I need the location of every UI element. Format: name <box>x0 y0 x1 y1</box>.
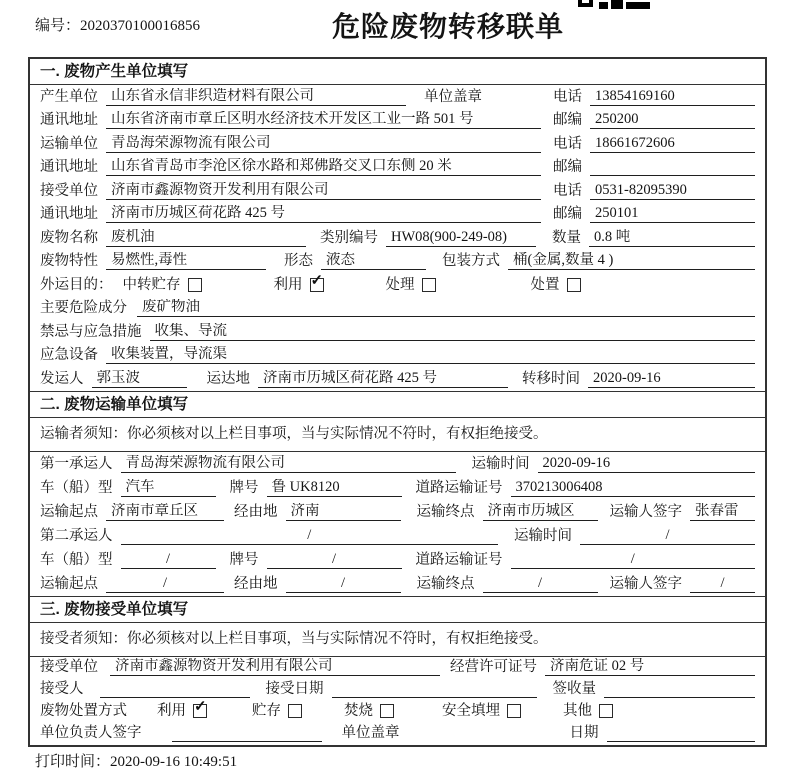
end2-label: 运输终点 <box>416 575 475 592</box>
permit-label: 经营许可证号 <box>450 658 537 675</box>
end2-field: / <box>483 575 598 593</box>
row-taboo-measures <box>30 320 765 344</box>
row-transporter-address <box>30 156 765 180</box>
purpose-option-label: 处理 <box>385 276 415 293</box>
seal-date-field <box>607 741 756 742</box>
producer-zip-label: 邮编 <box>553 112 582 128</box>
form-field: 液态 <box>321 252 426 270</box>
via1-label: 经由地 <box>234 503 278 520</box>
end1-label: 运输终点 <box>416 503 475 520</box>
disposal-option-store <box>252 703 302 720</box>
row-head-signature <box>30 723 765 745</box>
purpose-option-label: 中转贮存 <box>122 276 181 293</box>
checkbox-disposal-landfill <box>507 704 521 718</box>
carrier2-field: / <box>121 527 499 545</box>
category-field: HW08(900-249-08) <box>386 229 536 247</box>
purpose-option-label: 利用 <box>273 276 303 293</box>
sign2-field: / <box>690 575 755 593</box>
row-vehicle2 <box>30 548 765 572</box>
recipient-field <box>100 697 250 698</box>
transport-time1-field: 2020-09-16 <box>538 455 756 473</box>
quantity-field: 0.8 吨 <box>589 229 755 247</box>
row-recipient <box>30 679 765 701</box>
row-receiver-address <box>30 203 765 227</box>
permit-field: 济南危证 02 号 <box>545 658 755 676</box>
carrier1-label: 第一承运人 <box>40 455 113 472</box>
receiver-field: 济南市鑫源物资开发利用有限公司 <box>106 182 541 200</box>
receiver-seal-label: 单位盖章 <box>341 724 400 741</box>
equipment-label: 应急设备 <box>40 347 98 363</box>
section1-header: 一. 废物产生单位填写 <box>30 59 765 85</box>
accept-unit-field: 济南市鑫源物资开发利用有限公司 <box>110 658 440 676</box>
qr-code-fragment <box>578 0 652 9</box>
waste-name-field: 废机油 <box>106 229 306 247</box>
producer-phone-label: 电话 <box>553 88 582 105</box>
disposal-option-label: 其他 <box>563 702 592 719</box>
purpose-option-label: 处置 <box>530 276 560 293</box>
row-waste-character <box>30 250 765 274</box>
producer-field: 山东省永信非织造材料有限公司 <box>106 88 406 106</box>
row-vehicle1 <box>30 476 765 500</box>
vehicle2-field: / <box>121 551 216 569</box>
license1-field: 370213006408 <box>511 479 756 497</box>
purpose-label: 外运目的： <box>40 276 113 293</box>
vehicle1-field: 汽车 <box>121 479 216 497</box>
producer-label: 产生单位 <box>40 88 98 105</box>
transporter-address-field: 山东省青岛市李沧区徐水路和郑佛路交叉口东侧 20 米 <box>106 158 541 176</box>
row-receiver-unit <box>30 179 765 203</box>
license1-label: 道路运输证号 <box>415 479 503 496</box>
form-label: 形态 <box>284 253 313 269</box>
transport-time2-field: / <box>580 527 755 545</box>
row-producer-address <box>30 109 765 133</box>
destination-field: 济南市历城区荷花路 425 号 <box>258 370 508 388</box>
equipment-field: 收集装置，导流渠 <box>106 346 755 364</box>
via1-field: 济南 <box>286 503 401 521</box>
receiver-notice: 接受者须知：你必须核对以上栏目事项，当与实际情况不符时，有权拒绝接受。 <box>30 623 765 657</box>
checkbox-disposal-store <box>288 704 302 718</box>
shipper-field: 郭玉波 <box>92 370 187 388</box>
form-table <box>28 57 767 747</box>
head-sign-field <box>172 741 322 742</box>
checkbox-transfer-storage <box>188 278 202 292</box>
via2-label: 经由地 <box>234 575 278 592</box>
producer-phone-field: 13854169160 <box>590 88 755 106</box>
row-waste-name <box>30 226 765 250</box>
plate1-field: 鲁 UK8120 <box>267 479 402 497</box>
sign1-field: 张春雷 <box>690 503 755 521</box>
receiver-zip-field: 250101 <box>590 205 755 223</box>
sign2-label: 运输人签字 <box>609 575 682 592</box>
disposal-option-label: 贮存 <box>252 702 281 719</box>
disposal-option-utilize <box>157 703 207 720</box>
section3-header: 三. 废物接受单位填写 <box>30 596 765 623</box>
checkbox-disposal-other <box>599 704 613 718</box>
transporter-notice: 运输者须知：你必须核对以上栏目事项，当与实际情况不符时，有权拒绝接受。 <box>30 418 765 452</box>
origin1-label: 运输起点 <box>40 503 98 520</box>
disposal-option-label: 焚烧 <box>344 702 373 719</box>
row-shipper <box>30 367 765 391</box>
section-transport <box>30 391 765 596</box>
end1-field: 济南市历城区 <box>483 503 598 521</box>
seal-date-label: 日期 <box>569 724 599 741</box>
hazard-label: 主要危险成分 <box>40 300 127 316</box>
checkbox-disposal-utilize <box>193 704 207 718</box>
transporter-phone-field: 18661672606 <box>590 135 755 153</box>
vehicle1-label: 车（船）型 <box>40 479 113 496</box>
signed-amount-field <box>604 697 755 698</box>
row-route1 <box>30 500 765 524</box>
disposal-option-label: 安全填埋 <box>442 702 500 719</box>
row-purpose <box>30 273 765 297</box>
category-label: 类别编号 <box>320 229 378 246</box>
section-producer <box>30 59 765 391</box>
checkbox-treat <box>422 278 436 292</box>
waste-name-label: 废物名称 <box>40 229 98 246</box>
transfer-time-label: 转移时间 <box>522 370 580 387</box>
transporter-field: 青岛海荣源物流有限公司 <box>106 135 541 153</box>
row-hazard-component <box>30 297 765 321</box>
transport-time1-label: 运输时间 <box>471 455 530 472</box>
disposal-option-label: 利用 <box>157 702 186 719</box>
disposal-option-incinerate <box>344 703 394 720</box>
row-route2 <box>30 572 765 596</box>
shipper-label: 发运人 <box>40 370 84 387</box>
packaging-label: 包装方式 <box>442 253 500 269</box>
transport-time2-label: 运输时间 <box>514 527 572 544</box>
row-emergency-equipment <box>30 344 765 368</box>
doc-number-label: 编号： <box>35 18 81 34</box>
row-transport-unit <box>30 132 765 156</box>
receiver-label: 接受单位 <box>40 182 98 199</box>
purpose-option-utilize <box>274 277 324 294</box>
signed-amount-label: 签收量 <box>552 680 596 697</box>
origin2-label: 运输起点 <box>40 575 98 592</box>
receiver-phone-label: 电话 <box>553 182 582 199</box>
quantity-label: 数量 <box>552 229 581 246</box>
section-receiver <box>30 596 765 745</box>
disposal-option-other <box>563 703 613 720</box>
accept-date-field <box>332 697 537 698</box>
recipient-label: 接受人 <box>40 680 84 697</box>
license2-label: 道路运输证号 <box>415 551 503 568</box>
section2-header: 二. 废物运输单位填写 <box>30 391 765 418</box>
transfer-time-field: 2020-09-16 <box>588 370 755 388</box>
disposal-label: 废物处置方式 <box>40 702 127 719</box>
unit-seal-label: 单位盖章 <box>424 88 482 105</box>
transporter-label: 运输单位 <box>40 135 98 152</box>
via2-field: / <box>286 575 401 593</box>
print-time-value: 2020-09-16 10:49:51 <box>110 754 238 770</box>
disposal-option-landfill <box>442 703 521 720</box>
transporter-phone-label: 电话 <box>553 135 582 152</box>
receiver-address-label: 通讯地址 <box>40 206 98 222</box>
transporter-zip-field <box>590 175 755 176</box>
carrier1-field: 青岛海荣源物流有限公司 <box>121 455 456 473</box>
accept-date-label: 接受日期 <box>265 680 324 697</box>
row-disposal-method <box>30 701 765 723</box>
plate2-label: 牌号 <box>229 551 259 568</box>
row-producer-unit <box>30 85 765 109</box>
transporter-zip-label: 邮编 <box>553 159 582 175</box>
head-sign-label: 单位负责人签字 <box>40 724 142 741</box>
carrier2-label: 第二承运人 <box>40 527 113 544</box>
producer-zip-field: 250200 <box>590 111 755 129</box>
receiver-address-field: 济南市历城区荷花路 425 号 <box>106 205 541 223</box>
taboo-field: 收集、导流 <box>150 323 756 341</box>
character-label: 废物特性 <box>40 253 98 269</box>
doc-number-value: 2020370100016856 <box>80 18 201 34</box>
page-title: 危险废物转移联单 <box>331 11 564 42</box>
origin1-field: 济南市章丘区 <box>106 503 224 521</box>
row-accept-unit <box>30 657 765 679</box>
receiver-zip-label: 邮编 <box>553 206 582 222</box>
row-first-carrier <box>30 452 765 476</box>
checkbox-disposal-incinerate <box>380 704 394 718</box>
sign1-label: 运输人签字 <box>609 503 682 520</box>
checkbox-utilize <box>310 278 324 292</box>
hazard-field: 废矿物油 <box>137 299 755 317</box>
taboo-label: 禁忌与应急措施 <box>40 323 142 340</box>
origin2-field: / <box>106 575 224 593</box>
plate2-field: / <box>267 551 402 569</box>
print-time-label: 打印时间： <box>35 754 111 770</box>
purpose-option-treat <box>386 277 436 294</box>
vehicle2-label: 车（船）型 <box>40 551 113 568</box>
receiver-phone-field: 0531-82095390 <box>590 182 755 200</box>
license2-field: / <box>511 551 756 569</box>
checkbox-dispose <box>567 278 581 292</box>
purpose-option-transfer-storage <box>123 277 202 294</box>
packaging-field: 桶(金属,数量 4 ) <box>508 252 755 270</box>
row-second-carrier <box>30 524 765 548</box>
transporter-address-label: 通讯地址 <box>40 159 98 175</box>
destination-label: 运达地 <box>206 370 250 387</box>
producer-address-label: 通讯地址 <box>40 112 98 128</box>
accept-unit-label: 接受单位 <box>40 658 98 675</box>
character-field: 易燃性,毒性 <box>106 252 266 270</box>
purpose-option-dispose <box>531 277 581 294</box>
producer-address-field: 山东省济南市章丘区明水经济技术开发区工业一路 501 号 <box>106 111 541 129</box>
plate1-label: 牌号 <box>229 479 259 496</box>
